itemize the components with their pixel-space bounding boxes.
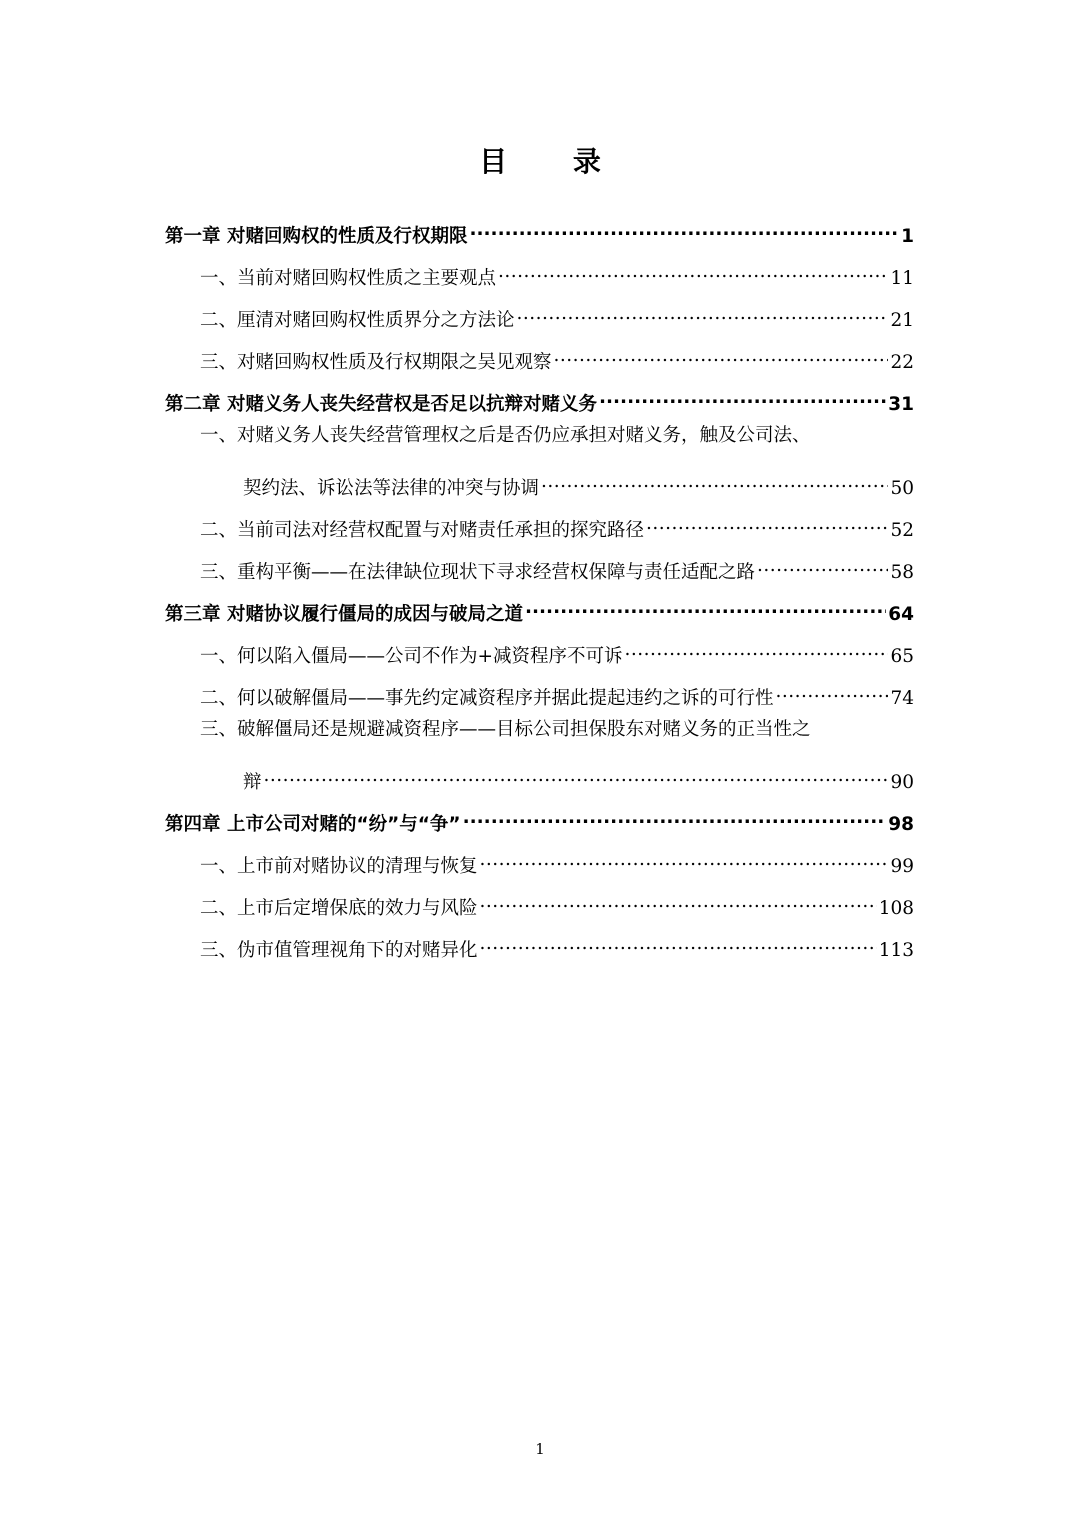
toc-section-3-3-line1[interactable] xyxy=(200,714,914,746)
dot-leader xyxy=(541,462,888,494)
toc-section-2-1-line1[interactable] xyxy=(200,420,914,452)
toc-entry-label: 第三章 对赌协议履行僵局的成因与破局之道 xyxy=(165,604,523,625)
toc-page-number: 64 xyxy=(888,604,914,625)
toc-page-number: 21 xyxy=(890,310,914,331)
toc-entry-label: 第二章 对赌义务人丧失经营权是否足以抗辩对赌义务 xyxy=(165,394,597,415)
toc-section-4-1[interactable] xyxy=(200,840,914,877)
toc-entry-label: 二、当前司法对经营权配置与对赌责任承担的探究路径 xyxy=(200,520,645,541)
dot-leader xyxy=(264,756,889,788)
toc-entry-label: 一、当前对赌回购权性质之主要观点 xyxy=(200,268,497,289)
dot-leader xyxy=(554,336,889,368)
dot-leader xyxy=(480,924,877,956)
toc-page-number: 58 xyxy=(890,562,914,583)
toc-section-2-3[interactable] xyxy=(200,546,914,583)
toc-entry-label-continued: 辩 xyxy=(243,772,262,793)
dot-leader xyxy=(480,840,889,872)
toc-section-1-1[interactable] xyxy=(200,252,914,289)
toc-page-number: 52 xyxy=(890,520,914,541)
toc-section-1-2[interactable] xyxy=(200,294,914,331)
toc-entry-label: 二、厘清对赌回购权性质界分之方法论 xyxy=(200,310,515,331)
toc-entry-label-continued: 契约法、诉讼法等法律的冲突与协调 xyxy=(243,478,540,499)
toc-section-2-1-line2[interactable] xyxy=(243,462,914,499)
toc-entry-label: 第四章 上市公司对赌的“纷”与“争” xyxy=(165,814,461,835)
toc-page-number: 22 xyxy=(890,352,914,373)
dot-leader xyxy=(463,798,887,830)
dot-leader xyxy=(776,672,889,704)
dot-leader xyxy=(480,882,877,914)
toc-page-number: 113 xyxy=(878,940,914,961)
toc-page-number: 108 xyxy=(878,898,914,919)
dot-leader xyxy=(757,546,888,578)
dot-leader xyxy=(646,504,888,536)
toc-page-number: 90 xyxy=(890,772,914,793)
toc-page-number: 1 xyxy=(901,226,914,247)
toc-page-number: 65 xyxy=(890,646,914,667)
toc-title: 目 录 xyxy=(479,145,629,178)
toc-section-3-2[interactable] xyxy=(200,672,914,709)
toc-chapter-2[interactable] xyxy=(165,378,914,415)
toc-page-number: 98 xyxy=(888,814,914,835)
toc-section-2-2[interactable] xyxy=(200,504,914,541)
footer-page-number: 1 xyxy=(535,1440,545,1458)
toc-entry-label: 一、上市前对赌协议的清理与恢复 xyxy=(200,856,478,877)
toc-section-4-3[interactable] xyxy=(200,924,914,961)
dot-leader xyxy=(517,294,889,326)
toc-entry-label: 三、伪市值管理视角下的对赌异化 xyxy=(200,940,478,961)
toc-entry-label: 二、何以破解僵局——事先约定减资程序并据此提起违约之诉的可行性 xyxy=(200,688,774,709)
toc-section-4-2[interactable] xyxy=(200,882,914,919)
toc-entry-label: 一、何以陷入僵局——公司不作为+减资程序不可诉 xyxy=(200,646,623,667)
toc-entry-label: 一、对赌义务人丧失经营管理权之后是否仍应承担对赌义务，触及公司法、 xyxy=(200,425,811,446)
toc-entry-label: 二、上市后定增保底的效力与风险 xyxy=(200,898,478,919)
toc-chapter-4[interactable] xyxy=(165,798,914,835)
toc-page-number: 11 xyxy=(890,268,914,289)
dot-leader xyxy=(498,252,888,284)
dot-leader xyxy=(469,210,899,242)
toc-section-3-1[interactable] xyxy=(200,630,914,667)
toc-page-number: 74 xyxy=(890,688,914,709)
toc-section-1-3[interactable] xyxy=(200,336,914,373)
dot-leader xyxy=(625,630,889,662)
toc-entry-label: 三、破解僵局还是规避减资程序——目标公司担保股东对赌义务的正当性之 xyxy=(200,719,811,740)
toc-page-number: 99 xyxy=(890,856,914,877)
dot-leader xyxy=(525,588,886,620)
toc-entry-label: 三、重构平衡——在法律缺位现状下寻求经营权保障与责任适配之路 xyxy=(200,562,756,583)
toc-page-number: 50 xyxy=(890,478,914,499)
dot-leader xyxy=(599,378,886,410)
toc-entry-label: 三、对赌回购权性质及行权期限之吴见观察 xyxy=(200,352,552,373)
toc-chapter-1[interactable] xyxy=(165,210,914,247)
toc-page-number: 31 xyxy=(888,394,914,415)
toc-chapter-3[interactable] xyxy=(165,588,914,625)
toc-entry-label: 第一章 对赌回购权的性质及行权期限 xyxy=(165,226,468,247)
toc-section-3-3-line2[interactable] xyxy=(243,756,914,793)
